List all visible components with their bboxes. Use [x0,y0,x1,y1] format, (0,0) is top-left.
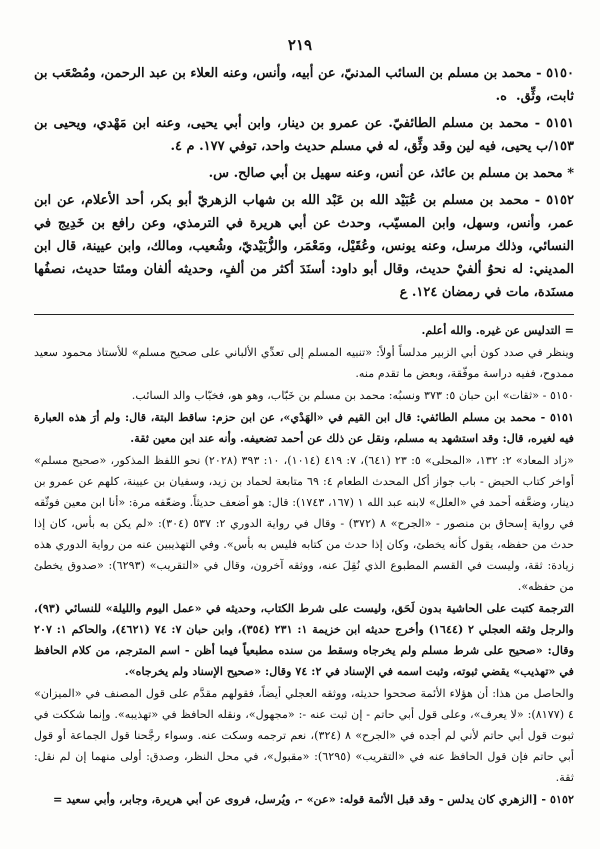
entry-text: محمد بن مسلم بن عُبَيْد الله بن عَبْد الله بن شهاب الزهريّ أبو بكر، أحد الأعلام، عن ابن عمر، وأنس، وسهل، وابن المسيّب، وحدث عن أبي هريرة في الترمذي، وعن رافع بن خَدِيج في النسائي، وذلك مرسل، وعنه يونس، وعُقَيْل، ومَعْمَر، والزُّبَيْديّ، وشُعيب، ومالك، وابن عيينة، قال ابن المديني: له نحوُ ألفيْ حديث، وقال أبو داود: أسنَدَ أكثر من ألفٍ، وحديثه ألفان ومئتا حديث، نصفُها مسنَدة، مات في رمضان ١٢٤. ع [34,193,574,300]
entry-text: محمد بن مسلم الطائفيّ. عن عمرو بن دينار، وابن أبي يحيى، وعنه ابن مَهْدي، ويحيى بن ١٥٣/ب يحيى، فيه لين وقد وثِّق، له في مسلم حديث واحد، توفي ١٧٧. م ٤. [34,116,574,154]
entry [34,162,574,185]
entry-number: * [567,166,574,181]
page-number: ٢١٩ [287,36,313,54]
footnotes [34,320,574,811]
entry-number: ٥١٥٠ [546,66,574,81]
entry-number: ٥١٥١ [546,116,575,131]
entry: ٥١٥٢ - محمد بن مسلم بن عُبَيْد الله بن عَبْد الله بن شهاب الزهريّ أبو بكر، أحد الأعلام، عن ابن عمر، وأنس، وسهل، وابن المسيّب، وحدث عن أبي هريرة في الترمذي، وعن رافع بن خَدِيج في النسائي، وذلك مرسل، وعنه يونس، وعُقَيْل، ومَعْمَر، والزُّبَيْديّ، وشُعيب، ومالك، وابن عيينة، قال ابن المديني: له نحوُ ألفيْ حديث، وقال أبو داود: أسنَدَ أكثر من ألفٍ، وحديثه ألفان ومئتا حديث، نصفُها مسنَدة، مات في رمضان ١٢٤. ع [34,193,574,300]
footnote: = التدليس عن غيره. والله أعلم. [421,323,574,337]
entry-number: ٥١٥٢ [546,193,574,208]
main-entries [34,62,574,308]
footnote: وينظر في صدد كون أبي الزبير مدلساً أولاً: «تنبيه المسلم إلى تعدِّي الألباني على صحيح مسلم» للأستاذ محمود سعيد ممدوح، ففيه دراسة موفّقة، وبعض ما تقدم منه. [34,346,574,380]
footnote: ٥١٥٢ - [الزهري كان يدلس - وقد قبل الأئمة قوله: «عن» -، ويُرسل، فروى عن أبي هريرة، وجابر، وأبي سعيد = [53,792,574,806]
footnote-divider [34,314,574,315]
entry: ٥١٥١ - محمد بن مسلم الطائفيّ. عن عمرو بن دينار، وابن أبي يحيى، وعنه ابن مَهْدي، ويحيى بن ١٥٣/ب يحيى، فيه لين وقد وثِّق، له في مسلم حديث واحد، توفي ١٧٧. م ٤. [34,116,575,154]
footnote: والحاصل من هذا: أن هؤلاء الأئمة صححوا حديثه، ووثقه العجلي أيضاً، فقولهم مقدَّم على قول المصنف في «الميزان» ٤ (٨١٧٧): «لا يعرف»، وعلى قول أبي حاتم - إن ثبت عنه -: «مجهول»، ونقله الحافظ في «تهذيبه». وإنما شككت في ثبوت قول أبي حاتم لأني لم أجده في «الجرح» ٨ (٣٢٤)، نعم ترجمه وسكت عنه. وسواء رجَّحنا قول الجماعة أو قول أبي حاتم فإن قول الحافظ عنه في «التقريب» (٦٢٩٥): «مقبول»، في محل النظر، وصدق: أولى منهما إن لم نقل: ثقة. [34,687,574,784]
footnote: ٥١٥٠ - «ثقات» ابن حبان ٥: ٣٧٣ ونسبُه: محمد بن مسلم بن خَبّاب، وهو هو، فخبّاب والد السائب. [131,389,574,402]
entry-text: محمد بن مسلم بن عائذ، عن أنس، وعنه سهيل بن أبي صالح. س. [208,166,563,181]
footnote: «زاد المعاد» ٢: ١٣٢، «المحلى» ٥: ٢٣ (٦٤١)، ٧: ٤١٩ (١٠١٤)، ١٠: ٣٩٣ (٢٠٢٨) نحو اللفظ المذكور، «صحيح مسلم» أواخر كتاب الحيض - باب جواز أكل المحدث الطعام ٤: ٦٩ متابعة لحماد بن زيد، وسفيان بن عيينة، كلهم عن عمرو بن دينار، وضعَّفه أحمد في «العلل» لابنه عبد الله ١ (١٦٧، ١٧٤٣): قال: هو أضعف حديثاً. وضعّفه مرة: «أنا ابن معين فوثّقه في رواية إسحاق بن منصور - «الجرح» ٨ (٣٧٢) - وقال في رواية الدوري ٢: ٥٣٧ (٣٠٤): «لم يكن به بأس، كان إذا حدث من حفظه، يقول كأنه يخطئ، وكان إذا حدث من كتابه فليس به بأس». وفي التهذيبين عنه من رواية الدوري هذه زيادة: ثقة، وليست في القسم المطبوع الذي نُقِلَ عنه، ووثقه آخرون، وقال في «التقريب» (٦٢٩٣): «صدوق يخطئ من حفظه». [34,454,575,593]
footnote: الترجمة كتبت على الحاشية بدون لَحَق، وليست على شرط الكتاب، وحديثه في «عمل اليوم والليلة» للنسائي (٩٣)، والرجل وثقه العجلي ٢ (١٦٤٤) وأخرج حديثه ابن خزيمة ١: ٢٣١ (٣٥٤)، وابن حبان ٧: ٧٤ (٤٦٢١)، والحاكم ١: ٢٠٧ وقال: «صحيح على شرط مسلم ولم يخرجاه وسقط من سنده مطبعياً فيما أظن - اسم المترجم، من كلام الحافظ في «تهذيب» يقضي ثبوته، وثبت اسمه في الإسناد في ٢: ٧٤ وقال: «صحيح الإسناد ولم يخرجاه». [34,601,574,678]
footnote: ٥١٥١ - محمد بن مسلم الطائفي: قال ابن القيم في «الهَدْي»، عن ابن حزم: ساقط البتة، قال: ولم أرَ هذه العبارة فيه لغيره، قال: وقد استشهد به مسلم، ونقل عن ذلك عن أحمد تضعيفه. وأنه عند ابن معين ثقة. [34,410,574,445]
entry-text: محمد بن مسلم بن السائب المدنيّ، عن أبيه، وأنس، وعنه العلاء بن عبد الرحمن، ومُصْعَب بن ثابت، وثِّق. ‍ ه. [34,66,574,104]
entry: ٥١٥٠ - محمد بن مسلم بن السائب المدنيّ، عن أبيه، وأنس، وعنه العلاء بن عبد الرحمن، ومُصْعَب بن ثابت، وثِّق. ‍ ه. [34,66,574,104]
